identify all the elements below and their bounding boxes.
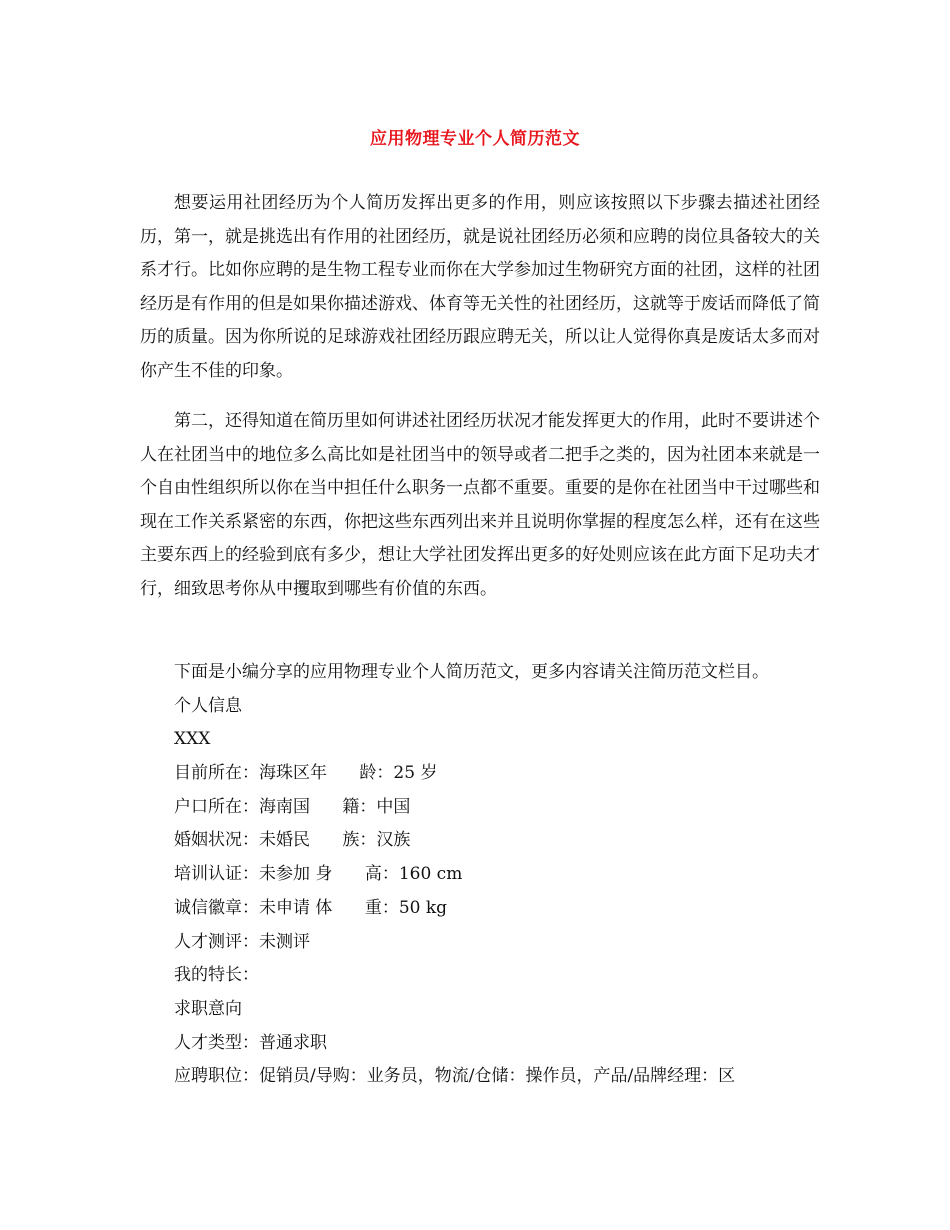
info-line-marital-ethnicity: 婚姻状况：未婚民 族：汉族 bbox=[174, 830, 411, 851]
info-line-assessment: 人才测评：未测评 bbox=[174, 931, 310, 952]
info-line-training-height: 培训认证：未参加 身 高：160 cm bbox=[174, 864, 463, 885]
section-heading-personal-info: 个人信息 bbox=[174, 695, 242, 716]
info-line-specialty: 我的特长： bbox=[174, 965, 259, 986]
name-line: XXX bbox=[174, 729, 211, 750]
info-line-hukou-nationality: 户口所在：海南国 籍：中国 bbox=[174, 796, 411, 817]
body-paragraph: 第二，还得知道在简历里如何讲述社团经历状况才能发挥更大的作用，此时不要讲述个人在社团当中的地位多么高比如是社团当中的领导或者二把手之类的，因为社团本来就是一个自由性组织所以你在当中担任什么职务一点都不重要。重要的是你在社团当中干过哪些和现在工作关系紧密的东西，你把这些东西列出来并且说明你掌握的程度怎么样，还有在这些主要东西上的经验到底有多少，想让大学社团发挥出更多的好处则应该在此方面下足功夫才行，细致思考你从中攫取到哪些有价值的东西。 bbox=[140, 411, 820, 599]
info-line-positions: 应聘职位：促销员/导购：业务员，物流/仓储：操作员，产品/品牌经理：区 bbox=[174, 1066, 736, 1087]
body-paragraph: 想要运用社团经历为个人简历发挥出更多的作用，则应该按照以下步骤去描述社团经历，第一，就是挑选出有作用的社团经历，就是说社团经历必须和应聘的岗位具备较大的关系才行。比如你应聘的是生物工程专业而你在大学参加过生物研究方面的社团，这样的社团经历是有作用的但是如果你描述游戏、体育等无关性的社团经历，这就等于废话而降低了简历的质量。因为你所说的足球游戏社团经历跟应聘无关，所以让人觉得你真是废话太多而对你产生不佳的印象。 bbox=[140, 193, 820, 381]
document-title: 应用物理专业个人简历范文 bbox=[370, 129, 580, 149]
intro-line: 下面是小编分享的应用物理专业个人简历范文，更多内容请关注简历范文栏目。 bbox=[174, 662, 769, 682]
info-line-location-age: 目前所在：海珠区年 龄：25 岁 bbox=[174, 763, 438, 784]
info-line-talent-type: 人才类型：普通求职 bbox=[174, 1032, 327, 1053]
resume-lines bbox=[174, 656, 854, 1094]
section-heading-job-intention: 求职意向 bbox=[174, 998, 242, 1019]
info-line-badge-weight: 诚信徽章：未申请 体 重：50 kg bbox=[174, 897, 448, 918]
